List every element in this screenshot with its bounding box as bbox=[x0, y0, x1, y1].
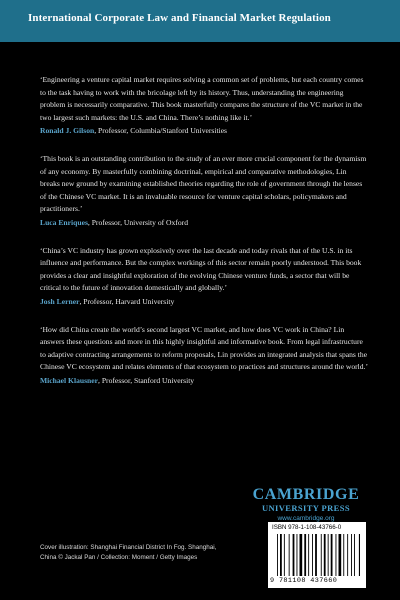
cover-credit: Cover illustration: Shanghai Financial District In Fog. Shanghai, China © Jackal Pan / Collection: Moment / Getty Images bbox=[40, 544, 217, 561]
endorsement-attribution bbox=[40, 125, 368, 137]
publisher-press: UNIVERSITY PRESS bbox=[261, 503, 351, 513]
endorsement bbox=[40, 324, 368, 387]
barcode-stripe bbox=[351, 534, 352, 576]
endorsements bbox=[40, 74, 368, 403]
series-title: International Corporate Law and Financial Market Regulation bbox=[28, 12, 331, 24]
barcode-stripe bbox=[284, 534, 285, 576]
publisher-name: CAMBRIDGE bbox=[252, 486, 360, 503]
barcode-stripe bbox=[354, 534, 355, 576]
barcode-stripe bbox=[336, 534, 337, 576]
barcode-stripe bbox=[280, 534, 282, 576]
barcode-stripe bbox=[343, 534, 344, 576]
endorser-role: , Professor, Stanford University bbox=[98, 375, 195, 385]
publisher-logo bbox=[246, 487, 366, 523]
barcode-stripe bbox=[300, 534, 303, 576]
endorsement-attribution bbox=[40, 217, 368, 229]
barcode-stripe bbox=[347, 534, 348, 576]
barcode-stripe bbox=[293, 534, 295, 576]
barcode-stripe bbox=[289, 534, 290, 576]
barcode-stripe bbox=[328, 534, 329, 576]
barcode-stripe bbox=[324, 534, 326, 576]
endorsement-quote: ‘This book is an outstanding contribution to the study of an ever more crucial component for the dynamism of any economy. By masterfully combining doctrinal, empirical and comparative methodologies, Lin breaks new ground by examining established theories regarding the role of government through the lenses of the Chinese VC market. It is an invaluable resource for venture capital scholars, policymakers and practitioners.’ bbox=[40, 154, 367, 213]
endorsement-attribution bbox=[40, 375, 368, 387]
barcode-stripe bbox=[331, 534, 333, 576]
endorsement-quote: ‘How did China create the world’s second largest VC market, and how does VC work in China? Lin answers these questions and more in this highly insightful and informative book. From legal infrastructure to adaptive contracting arrangements to reform proposals, Lin provides an integrated analysis that spans the Chinese VC ecosystem and relates elements of that ecosystem to practices and structures around the world.’ bbox=[40, 324, 368, 371]
endorser-role: , Professor, University of Oxford bbox=[87, 217, 188, 227]
endorser-name: Josh Lerner bbox=[40, 296, 80, 306]
endorser-role: , Professor, Harvard University bbox=[79, 296, 175, 306]
barcode-stripe bbox=[304, 534, 306, 576]
barcode-stripe bbox=[359, 534, 360, 576]
endorser-role: , Professor, Columbia/Stanford Universities bbox=[94, 126, 228, 135]
endorsement bbox=[40, 74, 368, 137]
barcode-icon bbox=[276, 534, 360, 576]
barcode-stripe bbox=[312, 534, 313, 576]
endorser-name: Michael Klausner bbox=[40, 375, 99, 385]
endorsement-attribution bbox=[40, 296, 368, 308]
endorser-name: Luca Enriques bbox=[40, 217, 88, 227]
barcode-stripe bbox=[277, 534, 278, 576]
endorser-name: Ronald J. Gilson bbox=[40, 126, 95, 135]
endorsement bbox=[40, 245, 368, 308]
endorsement-quote: ‘Engineering a venture capital market requires solving a common set of problems, but each country comes to the task having to work with the bricolage left by its history. Thus, understanding the engineering problem is necessarily comparative. This book masterfully compares the structure of the VC market in the two largest such markets: the U.S. and China. There’s nothing like it.’ bbox=[40, 75, 364, 122]
isbn-label: ISBN 978-1-108-43766-0 bbox=[272, 524, 342, 531]
series-banner bbox=[0, 0, 400, 42]
barcode-panel bbox=[268, 522, 366, 588]
endorsement-quote: ‘China’s VC industry has grown explosively over the last decade and today rivals that of the U.S. in its influence and performance. But the complex workings of this sector remain poorly understood. This book provides a clear and insightful exploration of the evolving Chinese venture funds, a sector that will be critical to the future of innovation domestically and globally.’ bbox=[40, 245, 362, 292]
publisher-url: www.cambridge.org bbox=[277, 515, 335, 522]
barcode-stripe bbox=[315, 534, 317, 576]
barcode-stripe bbox=[339, 534, 342, 576]
barcode-number: 9 781108 437660 bbox=[270, 577, 338, 585]
barcode-stripe bbox=[321, 534, 322, 576]
endorsement bbox=[40, 153, 368, 229]
barcode-stripe bbox=[308, 534, 309, 576]
barcode-stripe bbox=[297, 534, 298, 576]
